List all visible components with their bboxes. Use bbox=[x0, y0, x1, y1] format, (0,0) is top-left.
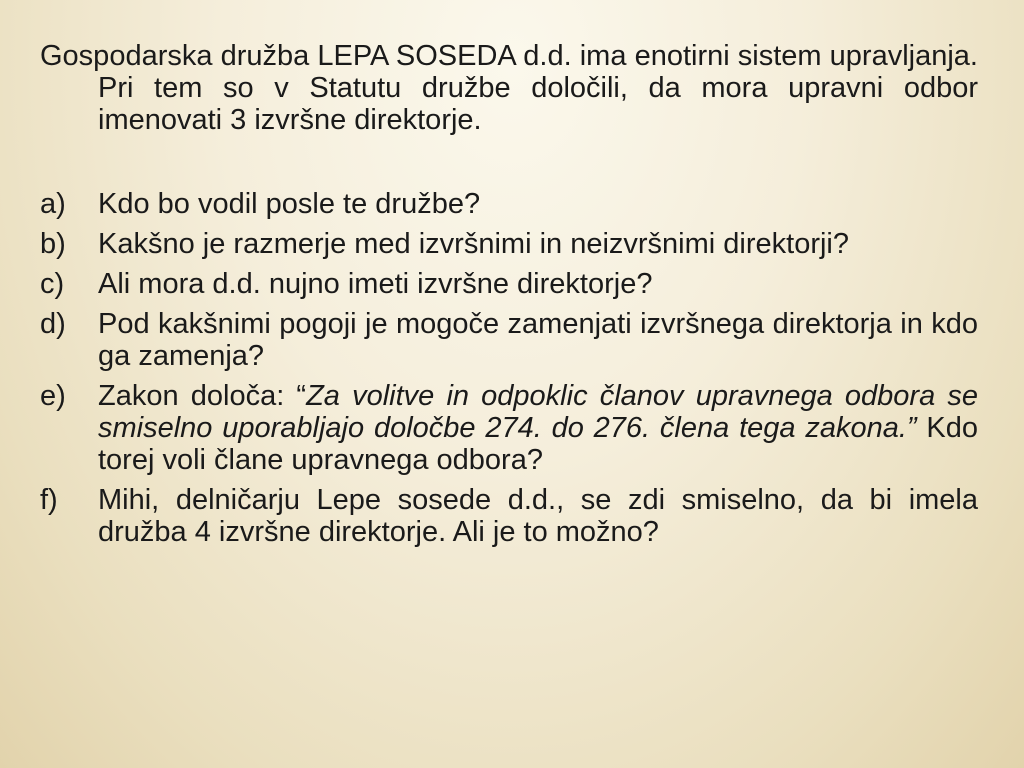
slide-content bbox=[40, 40, 978, 556]
list-item-a bbox=[40, 188, 978, 220]
question-list bbox=[40, 188, 978, 548]
list-item-b bbox=[40, 228, 978, 260]
list-item-c bbox=[40, 268, 978, 300]
question-text: Pod kakšnimi pogoji je mogoče zamenjati izvršnega direktorja in kdo ga zamenja? bbox=[98, 308, 978, 372]
list-marker: d) bbox=[40, 308, 66, 340]
question-text-plain: Kdo torej voli člane upravnega odbora? bbox=[98, 412, 978, 476]
list-marker: c) bbox=[40, 268, 65, 300]
question-text: Kakšno je razmerje med izvršnimi in neizvršnimi direktorji? bbox=[98, 228, 849, 260]
intro-paragraph: Gospodarska družba LEPA SOSEDA d.d. ima enotirni sistem upravljanja. Pri tem so v Statutu družbe določili, da mora upravni odbor imenovati 3 izvršne direktorje. bbox=[40, 40, 978, 136]
list-item-e bbox=[40, 380, 978, 476]
question-text-plain: Zakon določa: “ bbox=[98, 380, 307, 412]
law-quote: Za volitve in odpoklic članov upravnega odbora se smiselno uporabljajo določbe 274. do 276. člena tega zakona.” bbox=[98, 380, 978, 444]
list-item-f bbox=[40, 484, 978, 548]
question-text: Kdo bo vodil posle te družbe? bbox=[98, 188, 481, 220]
list-marker: e) bbox=[40, 380, 66, 412]
question-text bbox=[98, 380, 978, 476]
question-text: Ali mora d.d. nujno imeti izvršne direktorje? bbox=[98, 268, 653, 300]
list-marker: f) bbox=[40, 484, 58, 516]
question-text: Mihi, delničarju Lepe sosede d.d., se zdi smiselno, da bi imela družba 4 izvršne direktorje. Ali je to možno? bbox=[98, 484, 978, 548]
list-marker: b) bbox=[40, 228, 66, 260]
list-item-d bbox=[40, 308, 978, 372]
list-marker: a) bbox=[40, 188, 66, 220]
